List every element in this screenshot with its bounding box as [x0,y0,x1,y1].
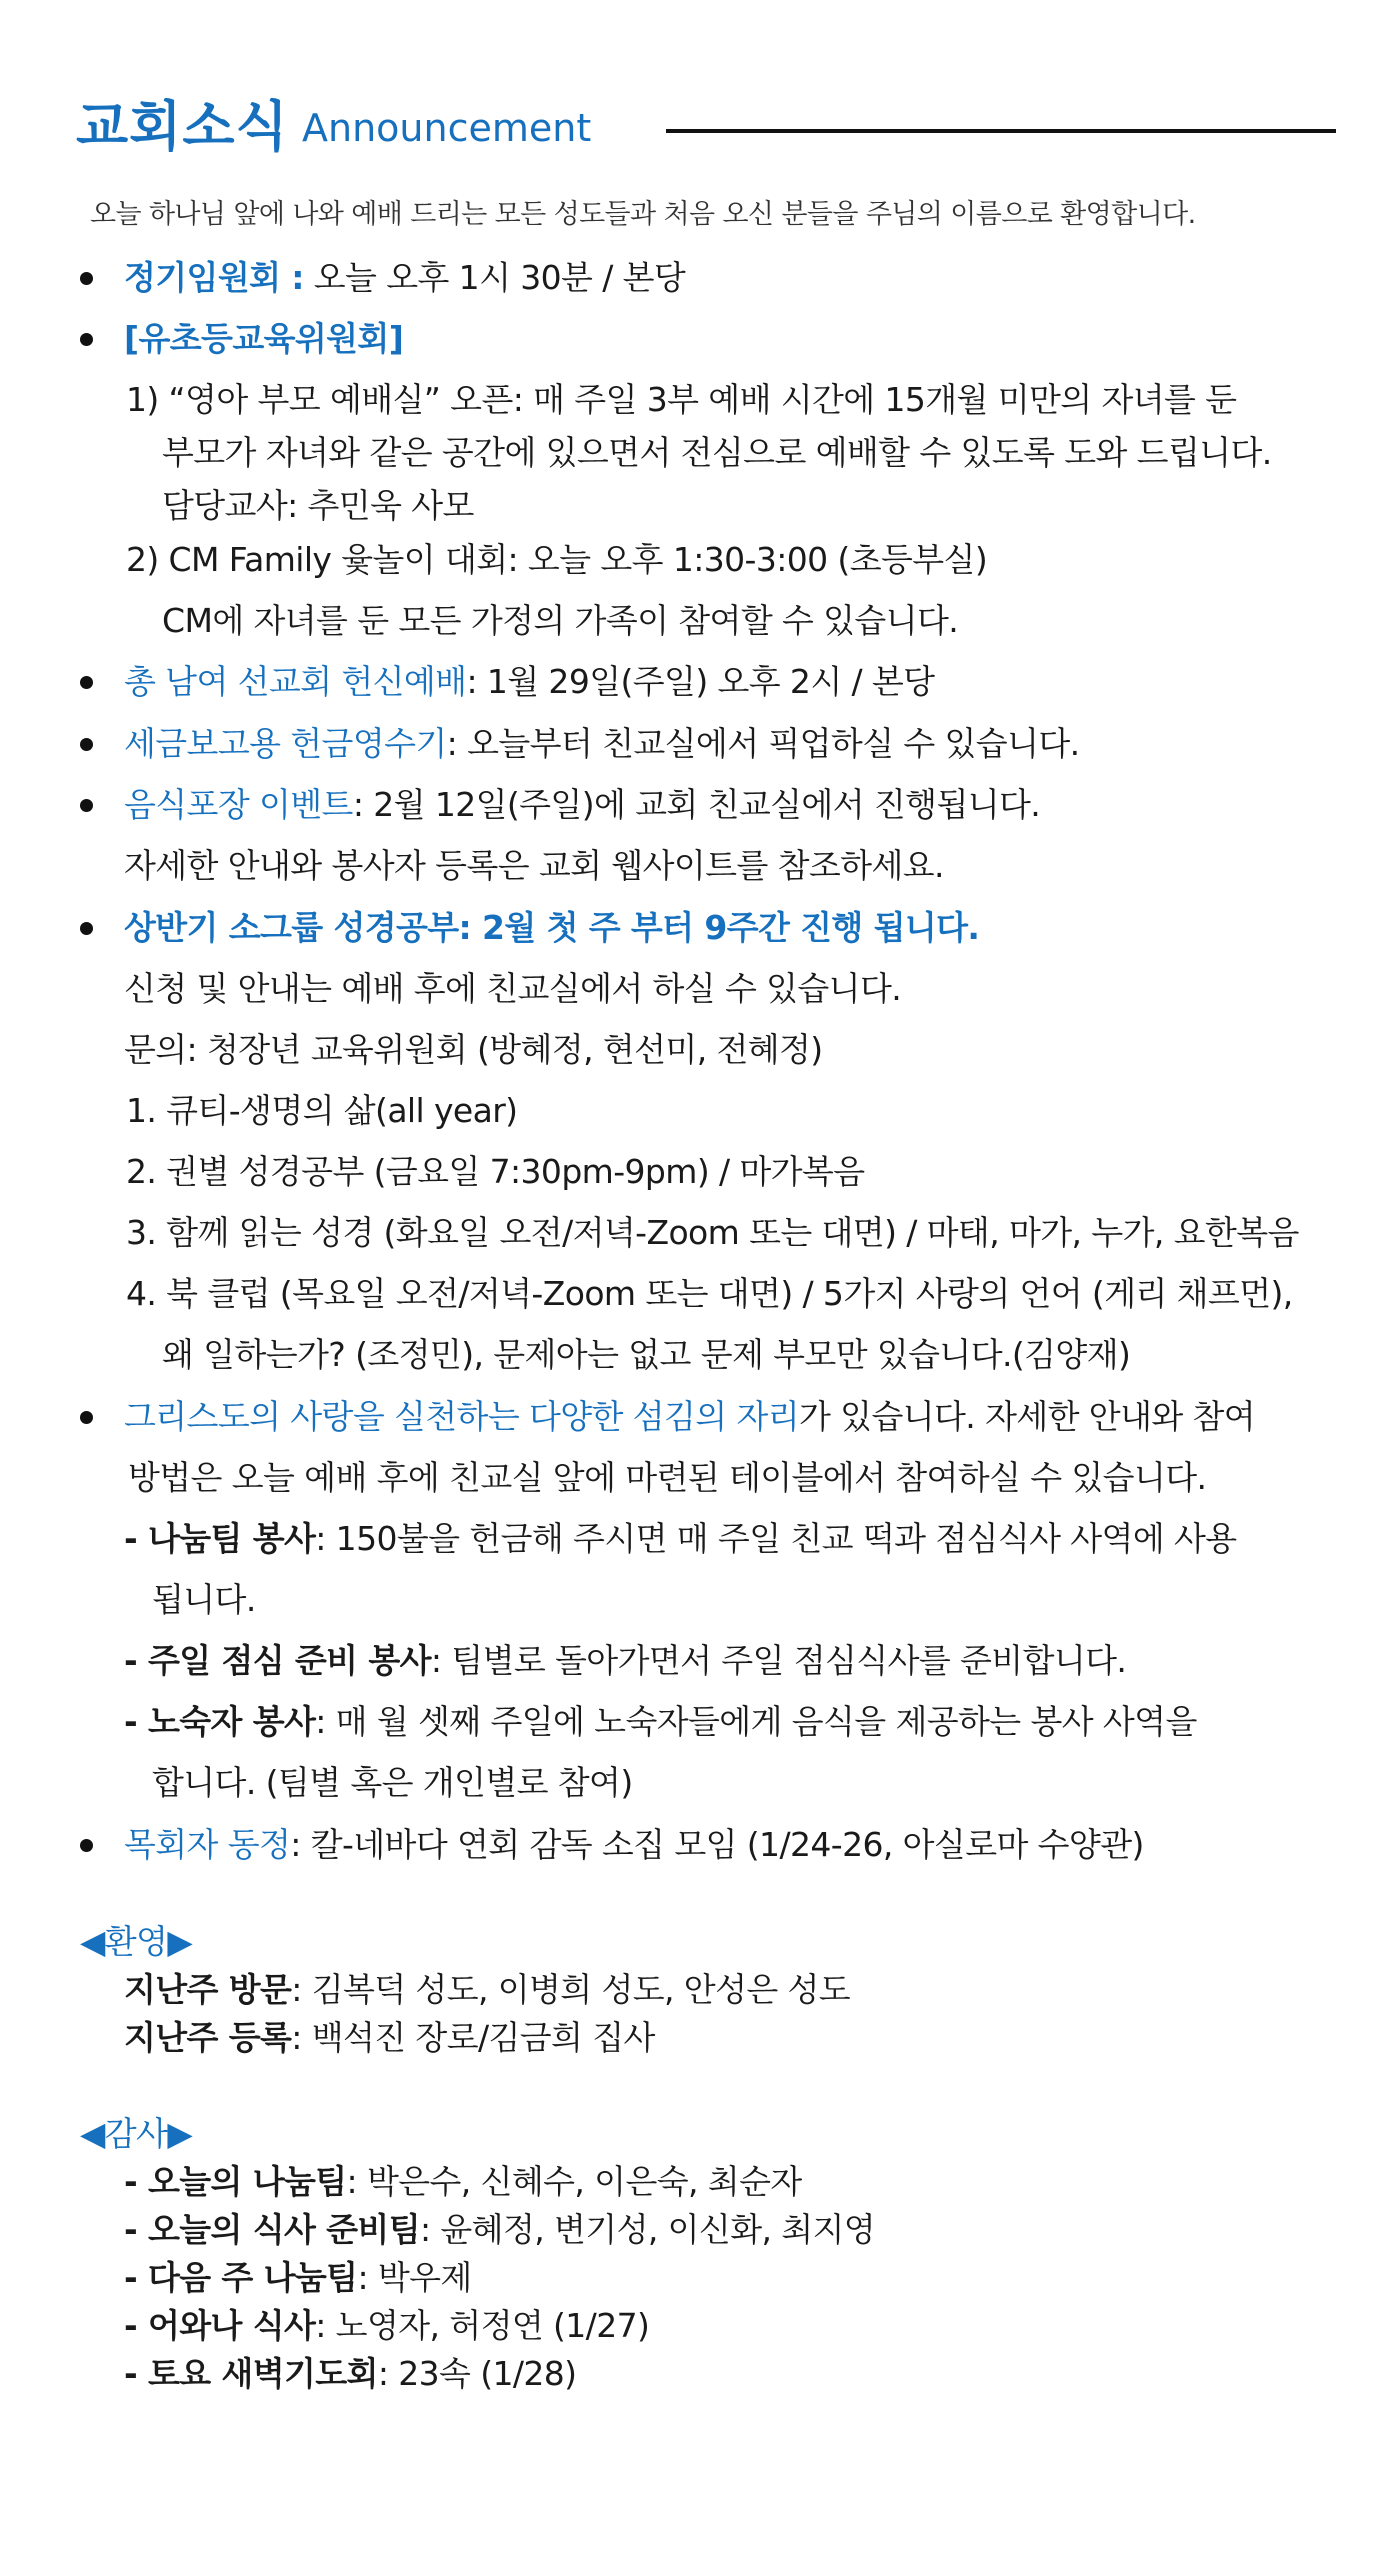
header-divider [666,129,1336,133]
item-text: 가 있습니다. 자세한 안내와 참여 [799,1397,1256,1436]
service-homeless [124,1702,1197,1742]
item-text: : 칼-네바다 연회 감독 소집 모임 (1/24-26, 아실로마 수양관) [290,1825,1144,1864]
bullet [80,1839,93,1852]
thanks-text: : 박은수, 신혜수, 이은숙, 최순자 [346,2162,802,2201]
thanks-label: - 오늘의 식사 준비팀 [124,2210,420,2249]
welcome-heading: ◀환영▶ [80,1922,193,1961]
bullet [80,272,93,285]
thanks-item [124,2258,472,2298]
item-service-opportunities [124,1397,1255,1437]
thanks-text: : 23속 (1/28) [377,2354,577,2393]
item-line: 합니다. (팀별 혹은 개인별로 참여) [152,1763,633,1802]
thanks-text: : 박우제 [357,2258,472,2297]
thanks-item [124,2162,802,2202]
welcome-label: 지난주 방문 [124,1970,292,2009]
item-food-event [124,785,1040,825]
item-heading: 음식포장 이벤트 [124,785,353,824]
item-mission-worship [124,662,934,702]
welcome-text: : 김복덕 성도, 이병희 성도, 안성은 성도 [291,1970,851,2009]
thanks-label: - 토요 새벽기도회 [124,2354,378,2393]
item-text: 오늘 오후 1시 30분 / 본당 [303,258,686,297]
item-line: CM에 자녀를 둔 모든 가정의 가족이 참여할 수 있습니다. [162,601,959,640]
welcome-label: 지난주 등록 [124,2018,292,2057]
announcement-header [76,84,1336,164]
item-line: 방법은 오늘 예배 후에 친교실 앞에 마련된 테이블에서 참여하실 수 있습니다. [128,1458,1207,1497]
page-title: 교회소식 [76,95,289,158]
item-line: 1) “영아 부모 예배실” 오픈: 매 주일 3부 예배 시간에 15개월 미만의 자녀를 둔 [126,380,1237,419]
item-heading: 그리스도의 사랑을 실천하는 다양한 섬김의 자리 [124,1397,800,1436]
item-regular-board-meeting [124,258,685,298]
item-heading: 목회자 동정 [124,1825,291,1864]
item-line: 담당교사: 추민욱 사모 [162,486,474,525]
thanks-item [124,2306,649,2346]
item-heading: [유초등교육위원회] [124,319,404,358]
page-subtitle: Announcement [302,106,592,150]
item-line: 부모가 자녀와 같은 공간에 있으면서 전심으로 예배할 수 있도록 도와 드립니다. [162,433,1272,472]
bullet [80,676,93,689]
item-line: 됩니다. [152,1580,256,1619]
thanks-label: - 어와나 식사 [124,2306,316,2345]
thanks-heading: ◀감사▶ [80,2114,193,2153]
item-text: : 오늘부터 친교실에서 픽업하실 수 있습니다. [446,724,1080,763]
item-heading: 상반기 소그룹 성경공부: 2월 첫 주 부터 9주간 진행 됩니다. [124,908,980,947]
study-item: 왜 일하는가? (조정민), 문제아는 없고 문제 부모만 있습니다.(김양재) [162,1335,1131,1374]
welcome-last-week-visit [124,1970,850,2010]
welcome-text: : 백석진 장로/김금희 집사 [291,2018,655,2057]
item-heading: 세금보고용 헌금영수기 [124,724,447,763]
bullet [80,738,93,751]
item-line: 2) CM Family 윷놀이 대회: 오늘 오후 1:30-3:00 (초등부실) [126,540,988,579]
bullet [80,1411,93,1424]
study-item: 2. 권별 성경공부 (금요일 7:30pm-9pm) / 마가복음 [126,1152,865,1191]
thanks-text: : 윤혜정, 변기성, 이신화, 최지영 [420,2210,876,2249]
service-text: : 팀별로 돌아가면서 주일 점심식사를 준비합니다. [430,1641,1127,1680]
service-label: - 주일 점심 준비 봉사 [124,1641,431,1680]
service-text: : 매 월 셋째 주일에 노숙자들에게 음식을 제공하는 봉사 사역을 [315,1702,1197,1741]
thanks-item [124,2210,875,2250]
thanks-text: : 노영자, 허정연 (1/27) [315,2306,650,2345]
bullet [80,922,93,935]
service-lunch-prep [124,1641,1126,1681]
item-heading: 총 남여 선교회 헌신예배 [124,662,467,701]
service-text: : 150불을 헌금해 주시면 매 주일 친교 떡과 점심식사 사역에 사용 [315,1519,1237,1558]
item-line: 신청 및 안내는 예배 후에 친교실에서 하실 수 있습니다. [124,969,902,1008]
item-pastor-news [124,1825,1144,1865]
item-line: 자세한 안내와 봉사자 등록은 교회 웹사이트를 참조하세요. [124,846,944,885]
bullet [80,333,93,346]
study-item: 1. 큐티-생명의 삶(all year) [126,1091,518,1130]
thanks-label: - 다음 주 나눔팀 [124,2258,358,2297]
thanks-label: - 오늘의 나눔팀 [124,2162,347,2201]
study-item: 3. 함께 읽는 성경 (화요일 오전/저녁-Zoom 또는 대면) / 마태, 마가, 누가, 요한복음 [126,1213,1299,1252]
service-sharing-team [124,1519,1237,1559]
welcome-last-week-registration [124,2018,655,2058]
item-heading: 정기임원회 : [124,258,304,297]
bullet [80,799,93,812]
study-item: 4. 북 클럽 (목요일 오전/저녁-Zoom 또는 대면) / 5가지 사랑의 언어 (게리 채프먼), [126,1274,1293,1313]
service-label: - 나눔팀 봉사 [124,1519,316,1558]
thanks-item [124,2354,576,2394]
item-text: : 2월 12일(주일)에 교회 친교실에서 진행됩니다. [352,785,1041,824]
item-line: 문의: 청장년 교육위원회 (방혜정, 현선미, 전혜정) [124,1030,823,1069]
service-label: - 노숙자 봉사 [124,1702,316,1741]
item-text: : 1월 29일(주일) 오후 2시 / 본당 [466,662,935,701]
welcome-intro: 오늘 하나님 앞에 나와 예배 드리는 모든 성도들과 처음 오신 분들을 주님의 이름으로 환영합니다. [90,199,1196,230]
item-tax-receipt [124,724,1080,764]
